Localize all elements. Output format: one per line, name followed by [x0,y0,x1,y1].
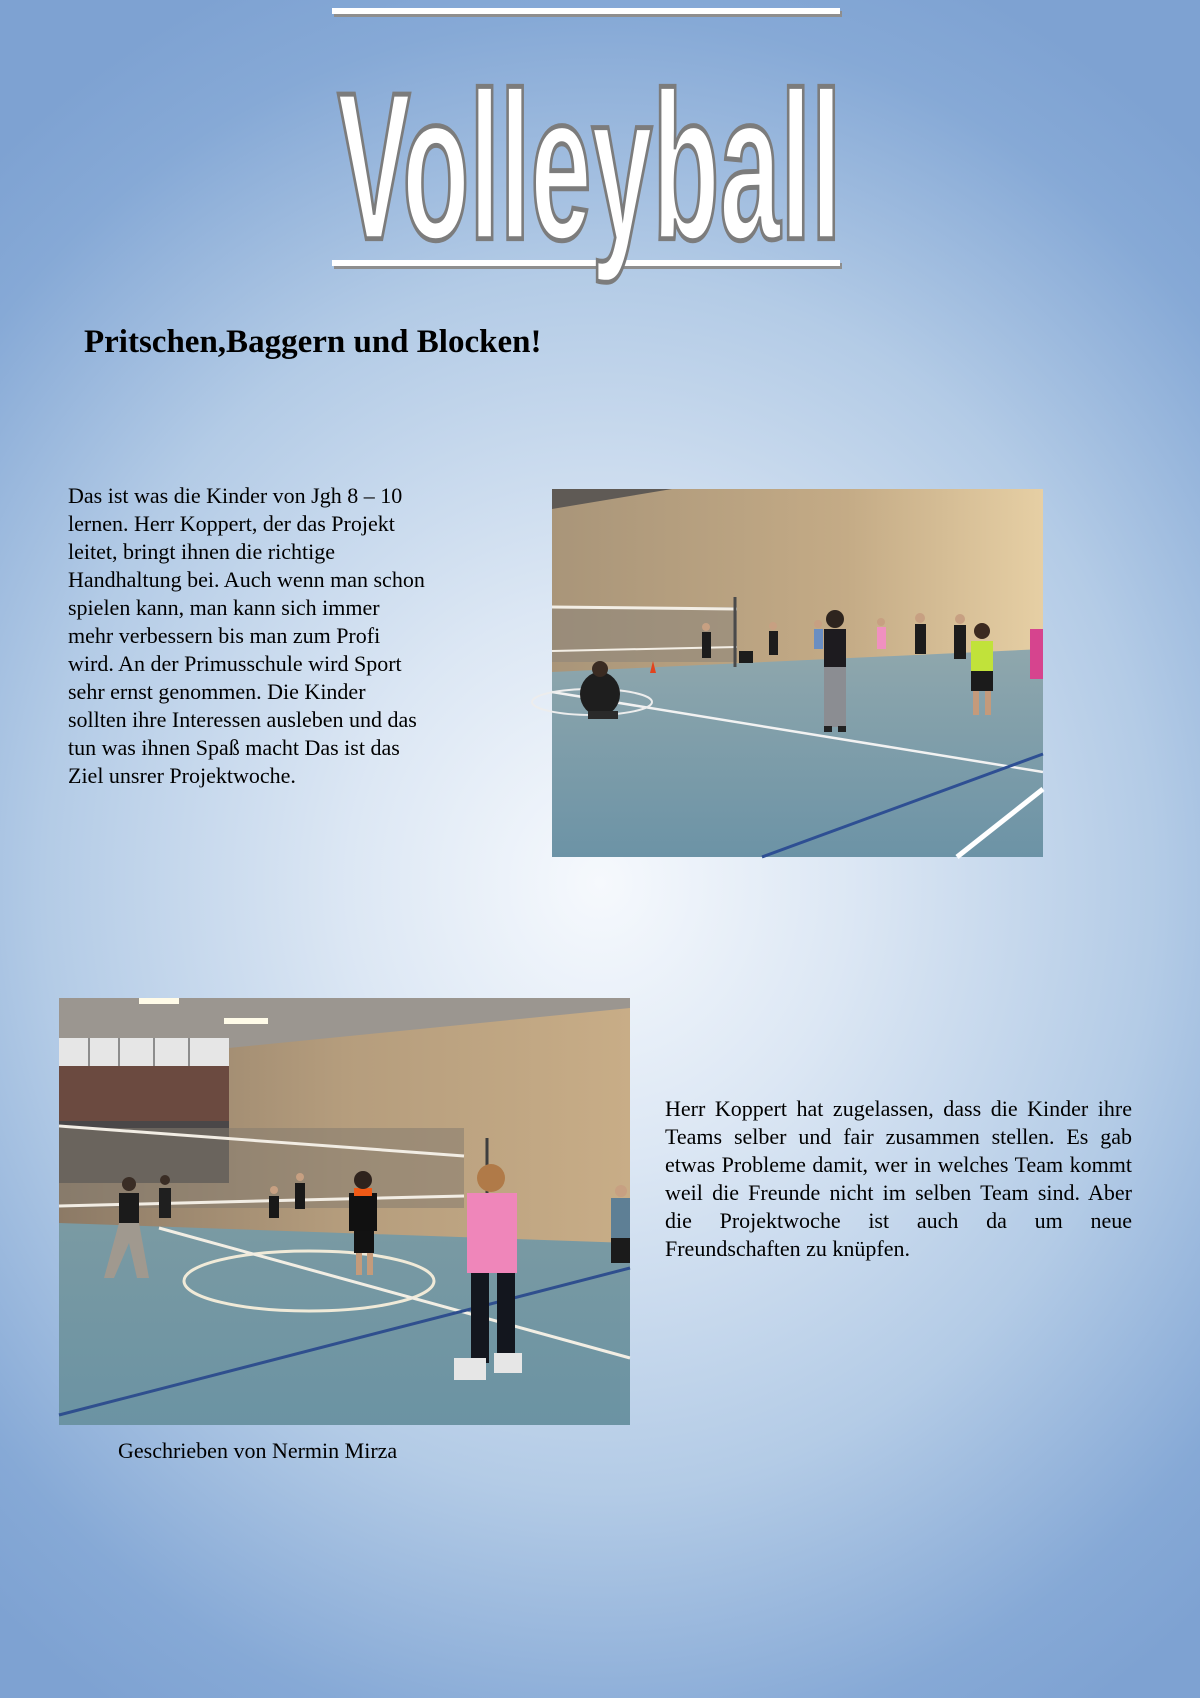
wordart-title-graphic [330,20,870,310]
author-caption: Geschrieben von Nermin Mirza [118,1438,398,1463]
photo-1-image [552,489,1043,857]
wordart-title [330,20,870,310]
title-top-rule [332,8,840,14]
photo-volleyball-practice-1 [552,489,1043,857]
wordart-title-text: Volleyball [337,48,842,284]
article-paragraph-1: Das ist was die Kinder von Jgh 8 – 10 lernen. Herr Koppert, der das Projekt leitet, bringt ihnen die richtige Handhaltung bei. Auch wenn man schon spielen kann, man kann sich immer mehr verbessern bis man zum Profi wird. An der Primusschule wird Sport sehr ernst genommen. Die Kinder sollten ihre Interessen ausleben und das tun was ihnen Spaß macht Das ist das Ziel unsrer Projektwoche. [68,483,425,788]
article-paragraph-2: Herr Koppert hat zugelassen, dass die Kinder ihre Teams selber und fair zusammen stellen. Es gab etwas Probleme damit, wer in welches Team kommt weil die Freunde nicht im selben Team sind. Aber die Projektwoche ist auch da um neue Freundschaften zu knüpfen. [665,1096,1132,1261]
photo-2-image [59,998,630,1425]
article-subtitle: Pritschen,Baggern und Blocken! [84,324,542,360]
photo-volleyball-practice-2 [59,998,630,1425]
